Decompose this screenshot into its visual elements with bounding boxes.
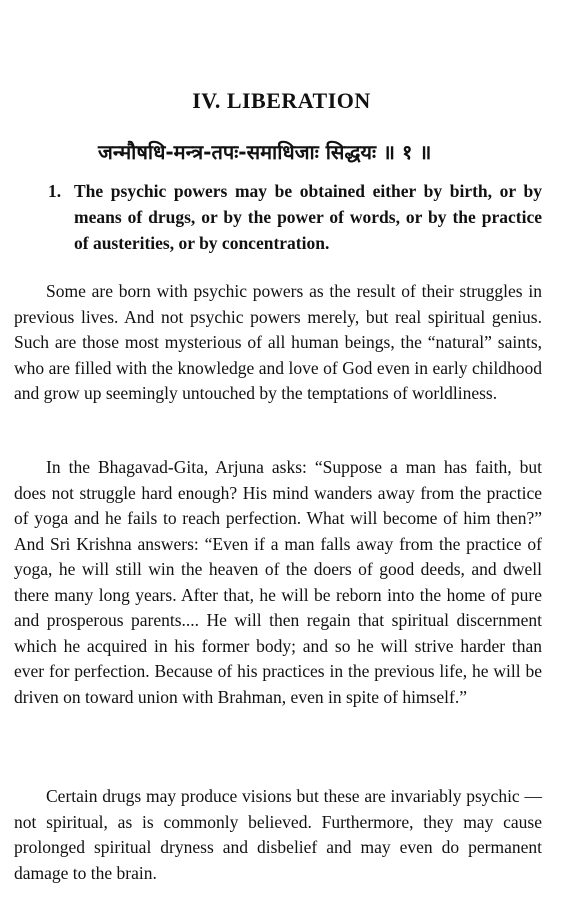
- sanskrit-sutra: जन्मौषधि-मन्त्र-तपः-समाधिजाः सिद्धयः ॥ १ ॥: [98, 140, 432, 164]
- aphorism-number: 1.: [48, 181, 62, 201]
- commentary-paragraph: In the Bhagavad-Gita, Arjuna asks: “Suppose a man has faith, but does not struggle hard enough? His mind wanders away from the practice of yoga and he fails to reach perfection. What will become of him then?” And Sri Krishna answers: “Even if a man falls away from the practice of yoga, he will still win the heaven of the doers of good deeds, and dwell there many long years. After that, he will be reborn into the home of pure and prosperous parents.... He will then regain that spiritual discernment which he acquired in his former body; and so he will strive harder than ever for perfection. Because of his practices in the previous life, he will be driven on toward union with Brahman, even in spite of himself.”: [14, 457, 542, 707]
- commentary-paragraph: Some are born with psychic powers as the result of their struggles in previous lives. And not psychic powers merely, but real spiritual genius. Such are those most mysterious of all human beings, the “natural” saints, who are filled with the knowledge and love of God even in early childhood and grow up seemingly untouched by the temptations of worldliness.: [14, 281, 542, 403]
- aphorism-translation: [48, 178, 542, 256]
- chapter-title: IV. LIBERATION: [192, 88, 371, 113]
- aphorism-text: The psychic powers may be obtained either by birth, or by means of drugs, or by the power of words, or by the practice of austerities, or by concentration.: [74, 181, 542, 253]
- commentary-paragraph: Certain drugs may produce visions but these are invariably psychic — not spiritual, as is commonly believed. Furthermore, they may cause prolonged spiritual dryness and disbelief and may even do permanent damage to the brain.: [14, 786, 542, 883]
